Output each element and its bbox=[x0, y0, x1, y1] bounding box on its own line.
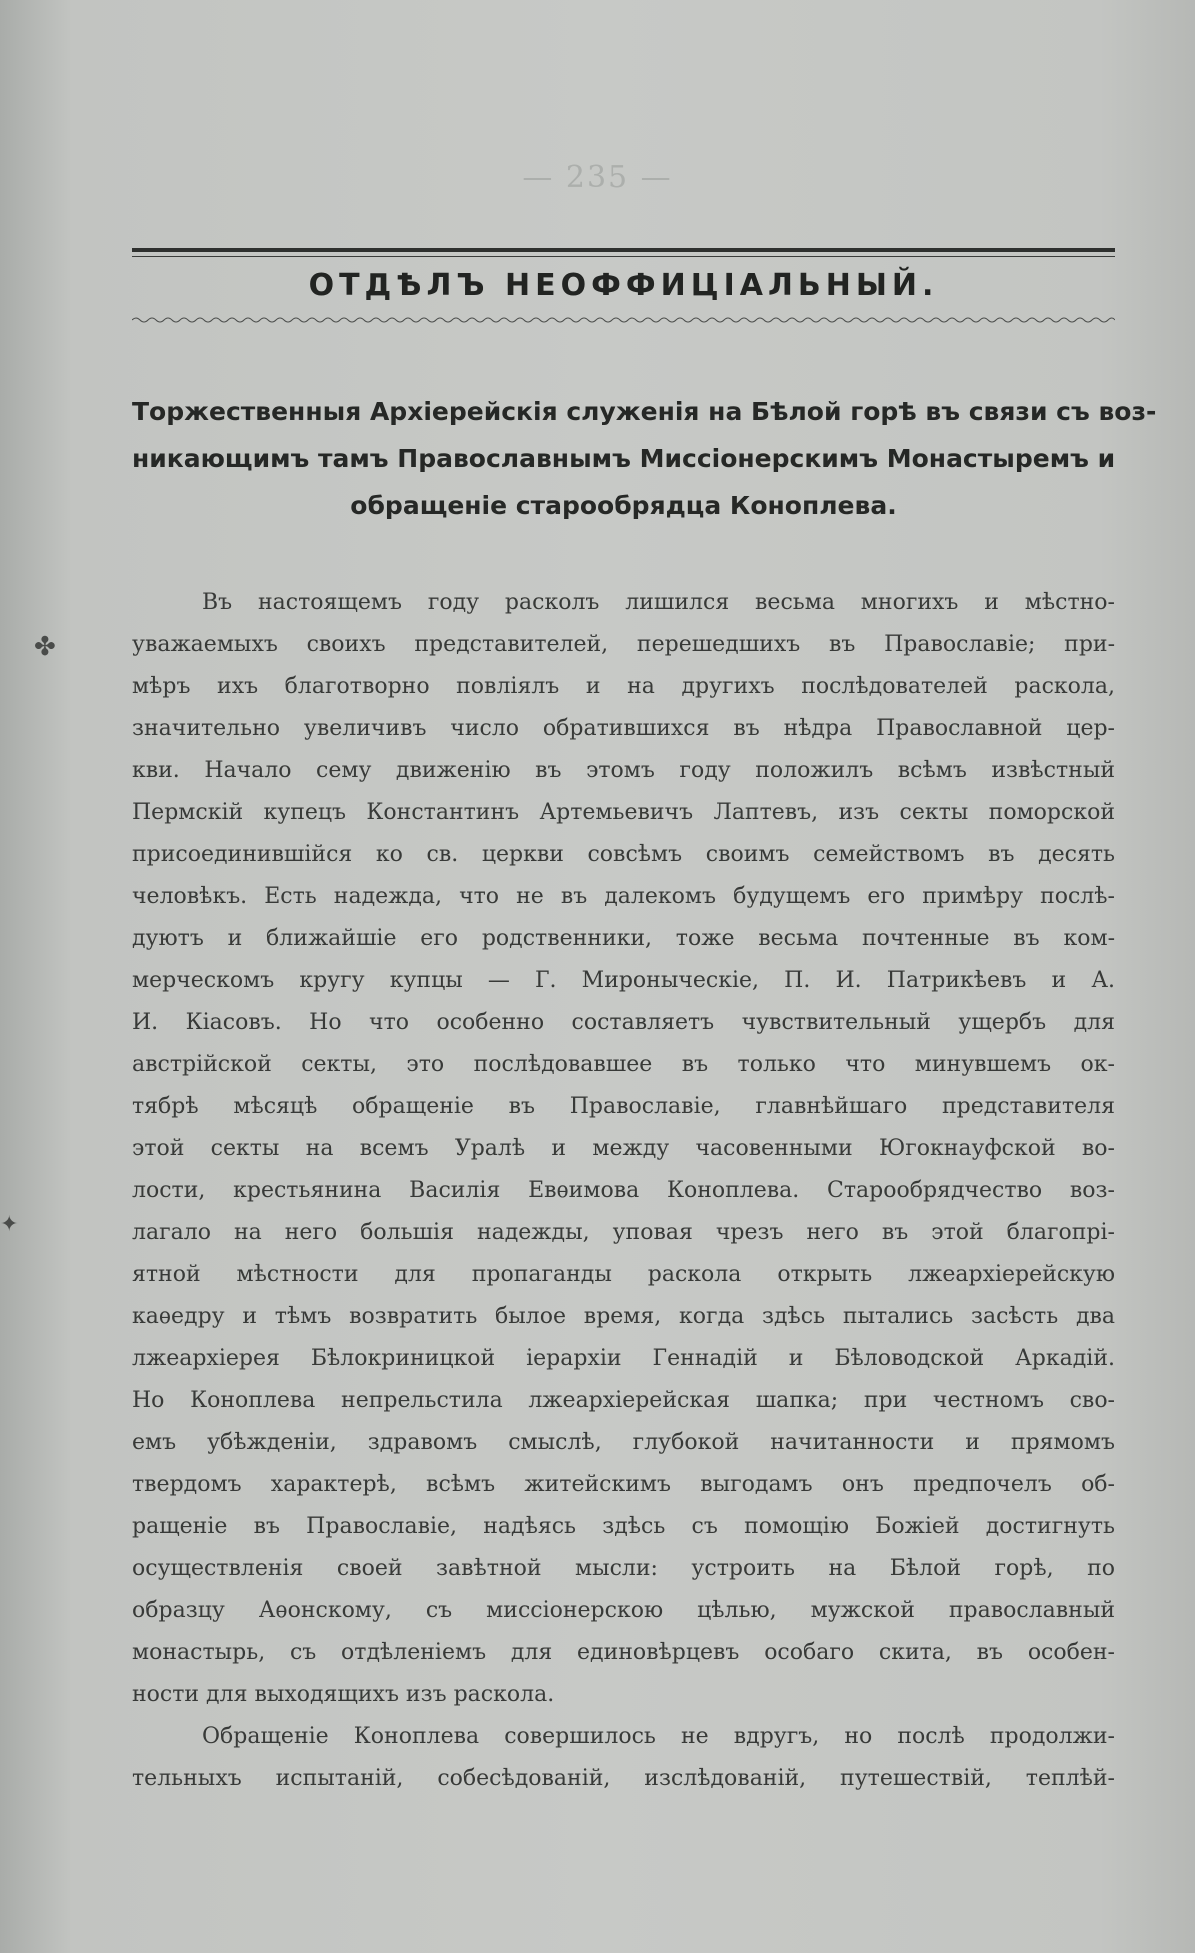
text-line: человѣкъ. Есть надежда, что не въ далекомъ будущемъ его примѣру послѣ- bbox=[132, 884, 1115, 909]
text-line: ращеніе въ Православіе, надѣясь здѣсь съ помощію Божіей достигнуть bbox=[132, 1514, 1115, 1539]
article-title bbox=[132, 388, 1157, 529]
text-line: мерческомъ кругу купцы — Г. Мироныческіе, П. И. Патрикѣевъ и А. bbox=[132, 968, 1115, 993]
article-body bbox=[132, 582, 1115, 1800]
text-line: И. Кіасовъ. Но что особенно составляетъ чувствительный ущербъ для bbox=[132, 1010, 1115, 1035]
text-line: дуютъ и ближайшіе его родственники, тоже весьма почтенные въ ком- bbox=[132, 926, 1115, 951]
text-line: Обращеніе Коноплева совершилось не вдругъ, но послѣ продолжи- bbox=[202, 1724, 1115, 1749]
text-line: значительно увеличивъ число обратившихся въ нѣдра Православной цер- bbox=[132, 716, 1115, 741]
paragraph-1 bbox=[132, 582, 1115, 1716]
text-line: монастырь, съ отдѣленіемъ для единовѣрцевъ особаго скита, въ особен- bbox=[132, 1640, 1115, 1665]
text-line: Но Коноплева непрельстила лжеархіерейская шапка; при честномъ сво- bbox=[132, 1388, 1115, 1413]
text-line: ятной мѣстности для пропаганды раскола открыть лжеархіерейскую bbox=[132, 1262, 1115, 1287]
margin-blot-mark: ✦ bbox=[0, 1212, 19, 1237]
text-line: емъ убѣжденіи, здравомъ смыслѣ, глубокой начитанности и прямомъ bbox=[132, 1430, 1115, 1455]
article-title-line: обращеніе старообрядца Коноплева. bbox=[350, 491, 897, 520]
text-line: ности для выходящихъ изъ раскола. bbox=[132, 1682, 555, 1707]
page-number: — 235 — bbox=[522, 160, 673, 195]
article-title-line: никающимъ тамъ Православнымъ Миссіонерскимъ Монастыремъ и bbox=[132, 444, 1116, 473]
text-line: каѳедру и тѣмъ возвратить былое время, когда здѣсь пытались засѣсть два bbox=[132, 1304, 1115, 1329]
wavy-rule bbox=[132, 316, 1115, 324]
text-line: уважаемыхъ своихъ представителей, перешедшихъ въ Православіе; при- bbox=[132, 632, 1115, 657]
section-title: ОТДѢЛЪ НЕОФФИЦІАЛЬНЫЙ. bbox=[308, 268, 939, 303]
header-rule-thick bbox=[132, 248, 1115, 252]
text-line: тябрѣ мѣсяцѣ обращеніе въ Православіе, главнѣйшаго представителя bbox=[132, 1094, 1115, 1119]
text-line: твердомъ характерѣ, всѣмъ житейскимъ выгодамъ онъ предпочелъ об- bbox=[132, 1472, 1115, 1497]
text-line: мѣръ ихъ благотворно повліялъ и на другихъ послѣдователей раскола, bbox=[132, 674, 1115, 699]
text-line: кви. Начало сему движенію въ этомъ году положилъ всѣмъ извѣстный bbox=[132, 758, 1115, 783]
text-line: присоединившійся ко св. церкви совсѣмъ своимъ семействомъ въ десять bbox=[132, 842, 1115, 867]
text-line: Въ настоящемъ году расколъ лишился весьма многихъ и мѣстно- bbox=[202, 590, 1115, 615]
text-line: образцу Аѳонскому, съ миссіонерскою цѣлью, мужской православный bbox=[132, 1598, 1115, 1623]
text-line: лжеархіерея Бѣлокриницкой іерархіи Геннадій и Бѣловодской Аркадій. bbox=[132, 1346, 1115, 1371]
text-line: австрійской секты, это послѣдовавшее въ только что минувшемъ ок- bbox=[132, 1052, 1115, 1077]
text-line: лости, крестьянина Василія Евѳимова Коноплева. Старообрядчество воз- bbox=[132, 1178, 1115, 1203]
header-rule-thin bbox=[132, 256, 1115, 257]
text-line: Пермскій купецъ Константинъ Артемьевичъ Лаптевъ, изъ секты поморской bbox=[132, 800, 1115, 825]
paragraph-2 bbox=[132, 1716, 1115, 1800]
text-line: тельныхъ испытаній, собесѣдованій, изслѣдованій, путешествій, теплѣй- bbox=[132, 1766, 1115, 1791]
article-title-line: Торжественныя Архіерейскія служенія на Бѣлой горѣ въ связи съ воз- bbox=[132, 397, 1157, 426]
text-line: этой секты на всемъ Уралѣ и между часовенными Югокнауфской во- bbox=[132, 1136, 1115, 1161]
text-line: осуществленія своей завѣтной мысли: устроить на Бѣлой горѣ, по bbox=[132, 1556, 1115, 1581]
text-line: лагало на него большія надежды, уповая чрезъ него въ этой благопрі- bbox=[132, 1220, 1115, 1245]
margin-blot-mark: ✤ bbox=[34, 632, 56, 662]
